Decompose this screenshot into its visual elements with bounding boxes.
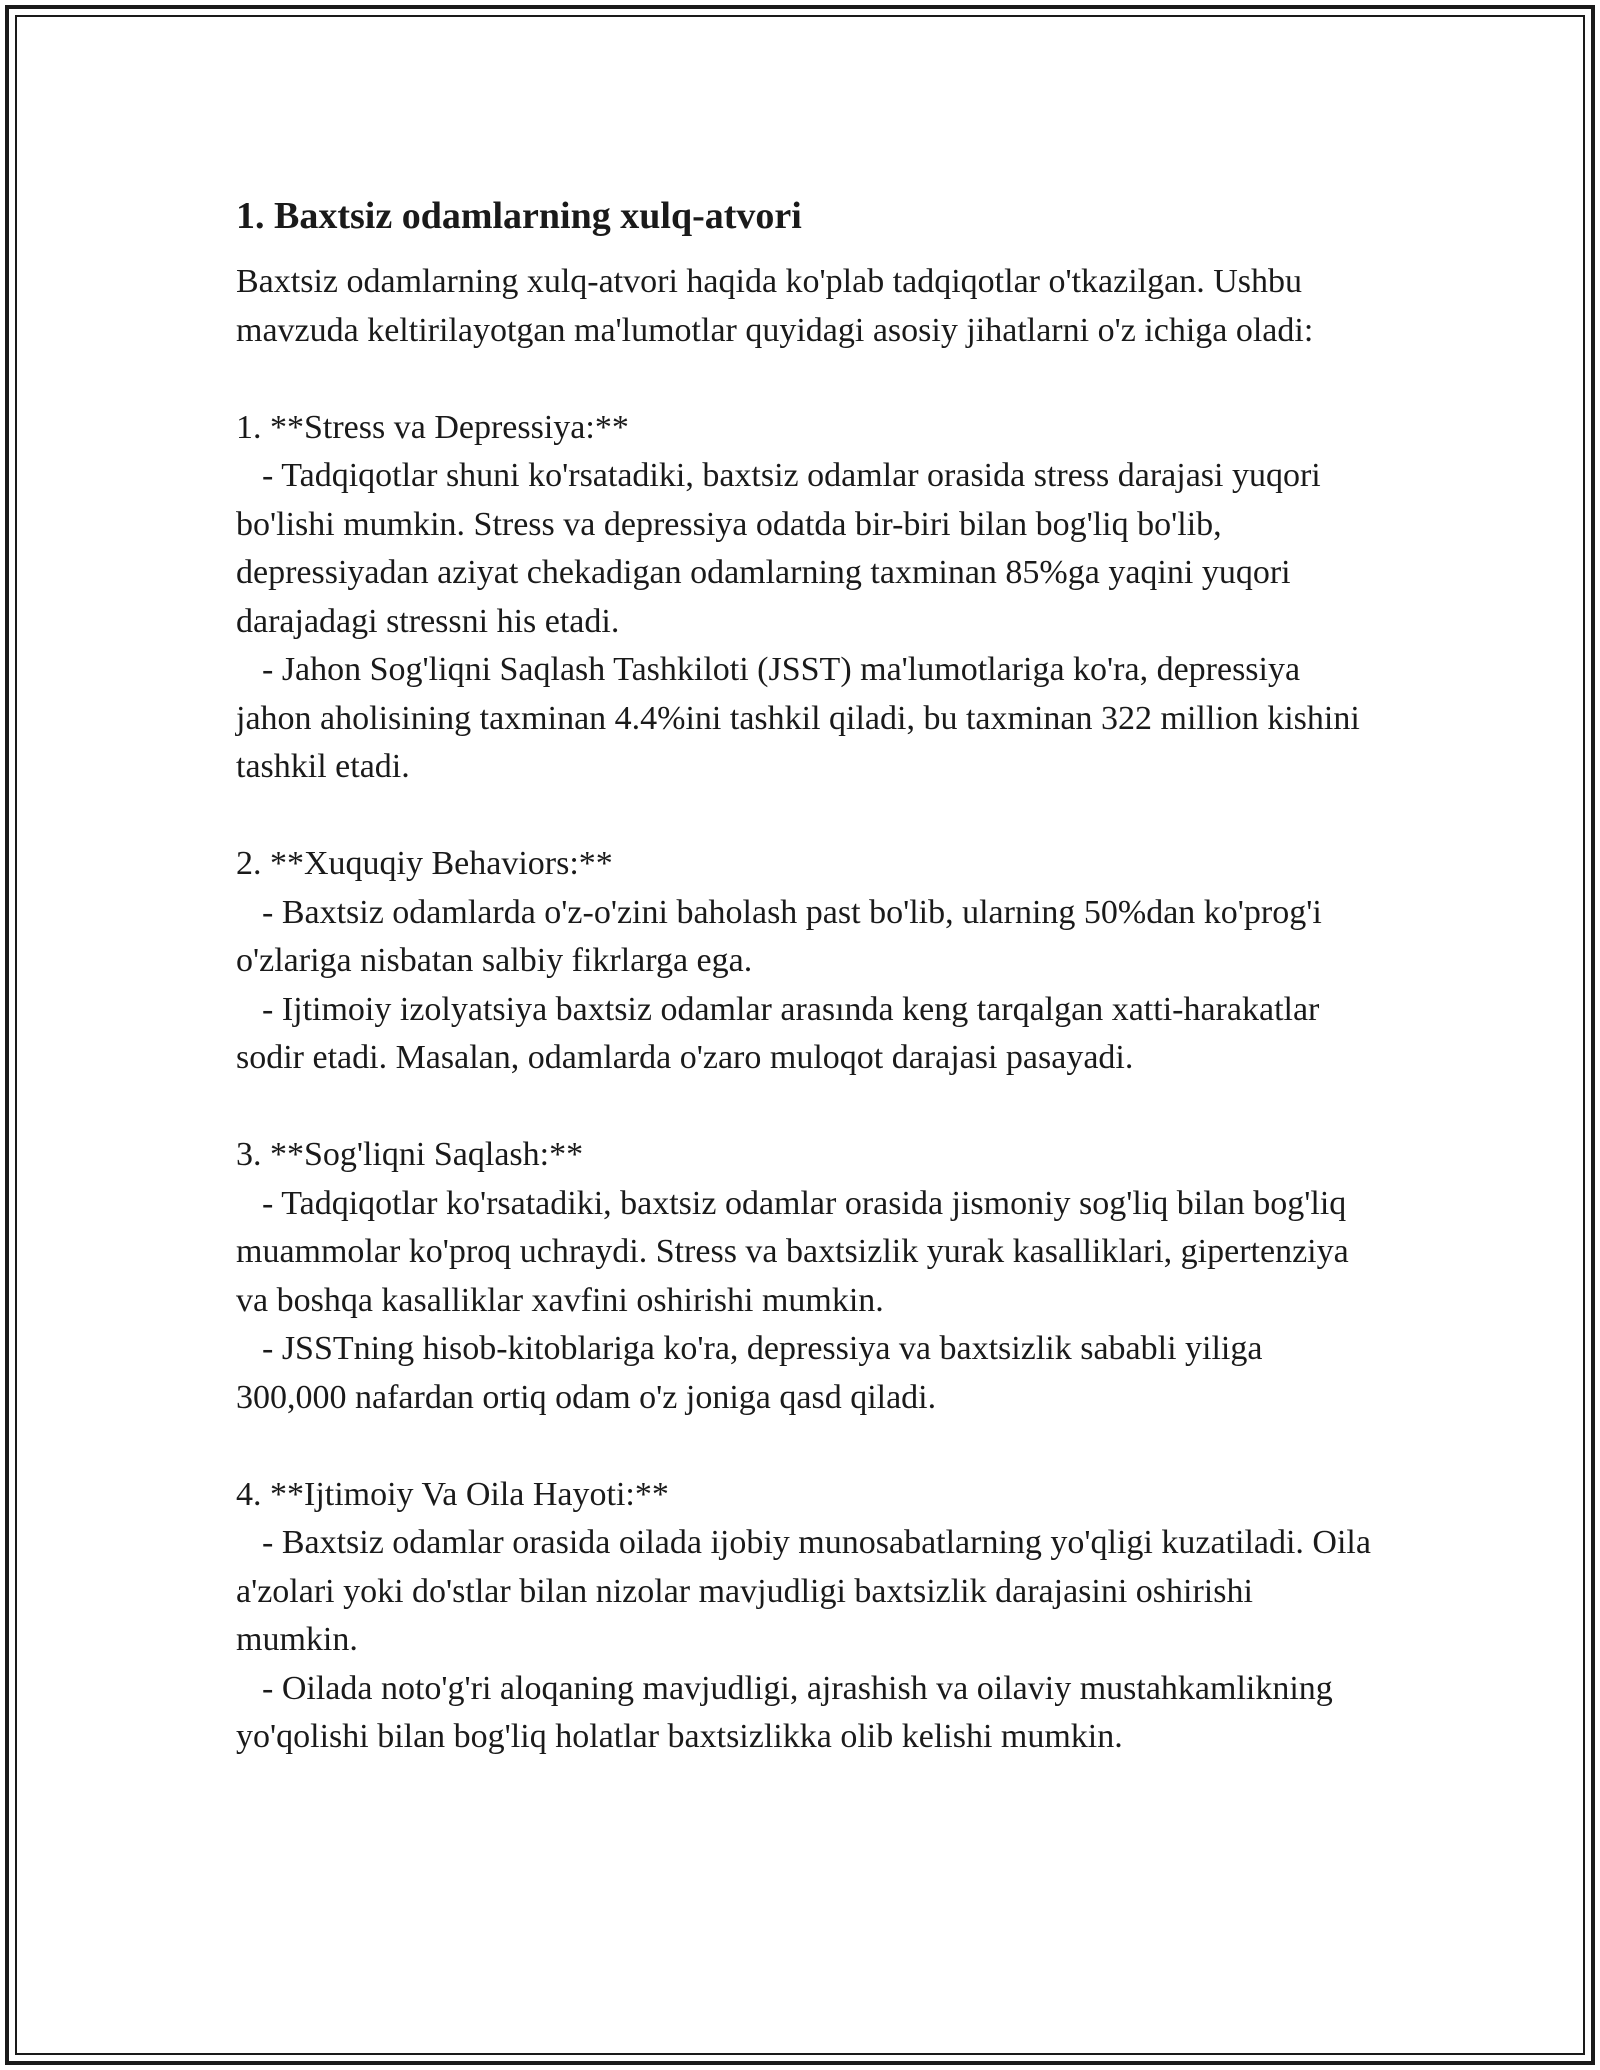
section-point: - Tadqiqotlar shuni ko'rsatadiki, baxtsiz odamlar orasida stress darajasi yuqori bo'lishi mumkin. Stress va depressiya odatda bir-biri bilan bog'liq bo'lib, depressiyadan aziyat chekadigan odamlarning taxminan 85%ga yaqini yuqori darajadagi stressni his etadi. — [236, 457, 1321, 640]
section-title: 3. **Sog'liqni Saqlash:** — [236, 1136, 584, 1173]
section-point: - Baxtsiz odamlar orasida oilada ijobiy munosabatlarning yo'qligi kuzatiladi. Oila a'zolari yoki do'stlar bilan nizolar mavjudligi baxtsizlik darajasini oshirishi mumkin. — [236, 1524, 1371, 1658]
document-body — [236, 186, 1376, 1810]
section-behaviors — [236, 840, 1376, 1083]
section-title: 1. **Stress va Depressiya:** — [236, 408, 629, 446]
section-title: 2. **Xuquqiy Behaviors:** — [236, 845, 613, 882]
section-point: - Jahon Sog'liqni Saqlash Tashkiloti (JSST) ma'lumotlariga ko'ra, depressiya jahon aholisining taxminan 4.4%ini tashkil qiladi, bu taxminan 322 million kishini tashkil etadi. — [236, 651, 1360, 785]
document-heading: 1. Baxtsiz odamlarning xulq-atvori — [236, 195, 802, 237]
section-point: - JSSTning hisob-kitoblariga ko'ra, depressiya va baxtsizlik sababli yiliga 300,000 nafardan ortiq odam o'z joniga qasd qiladi. — [236, 1330, 1263, 1416]
section-point: - Baxtsiz odamlarda o'z-o'zini baholash past bo'lib, ularning 50%dan ko'prog'i o'zlariga nisbatan salbiy fikrlarga ega. — [236, 893, 1322, 979]
section-health — [236, 1131, 1376, 1422]
section-point: - Oilada noto'g'ri aloqaning mavjudligi, ajrashish va oilaviy mustahkamlikning yo'qolishi bilan bog'liq holatlar baxtsizlikka olib kelishi mumkin. — [236, 1669, 1333, 1755]
section-stress-depression — [236, 404, 1376, 792]
section-title: 4. **Ijtimoiy Va Oila Hayoti:** — [236, 1475, 669, 1513]
section-point: - Tadqiqotlar ko'rsatadiki, baxtsiz odamlar orasida jismoniy sog'liq bilan bog'liq muammolar ko'proq uchraydi. Stress va baxtsizlik yurak kasalliklari, gipertenziya va boshqa kasalliklar xavfini oshirishi mumkin. — [236, 1184, 1349, 1319]
intro-paragraph: Baxtsiz odamlarning xulq-atvori haqida ko'plab tadqiqotlar o'tkazilgan. Ushbu mavzuda keltirilayotgan ma'lumotlar quyidagi asosiy jihatlarni o'z ichiga oladi: — [236, 263, 1314, 349]
section-social-family-life — [236, 1471, 1376, 1762]
section-point: - Ijtimoiy izolyatsiya baxtsiz odamlar arasında keng tarqalgan xatti-harakatlar sodir etadi. Masalan, odamlarda o'zaro muloqot darajasi pasayadi. — [236, 990, 1320, 1076]
